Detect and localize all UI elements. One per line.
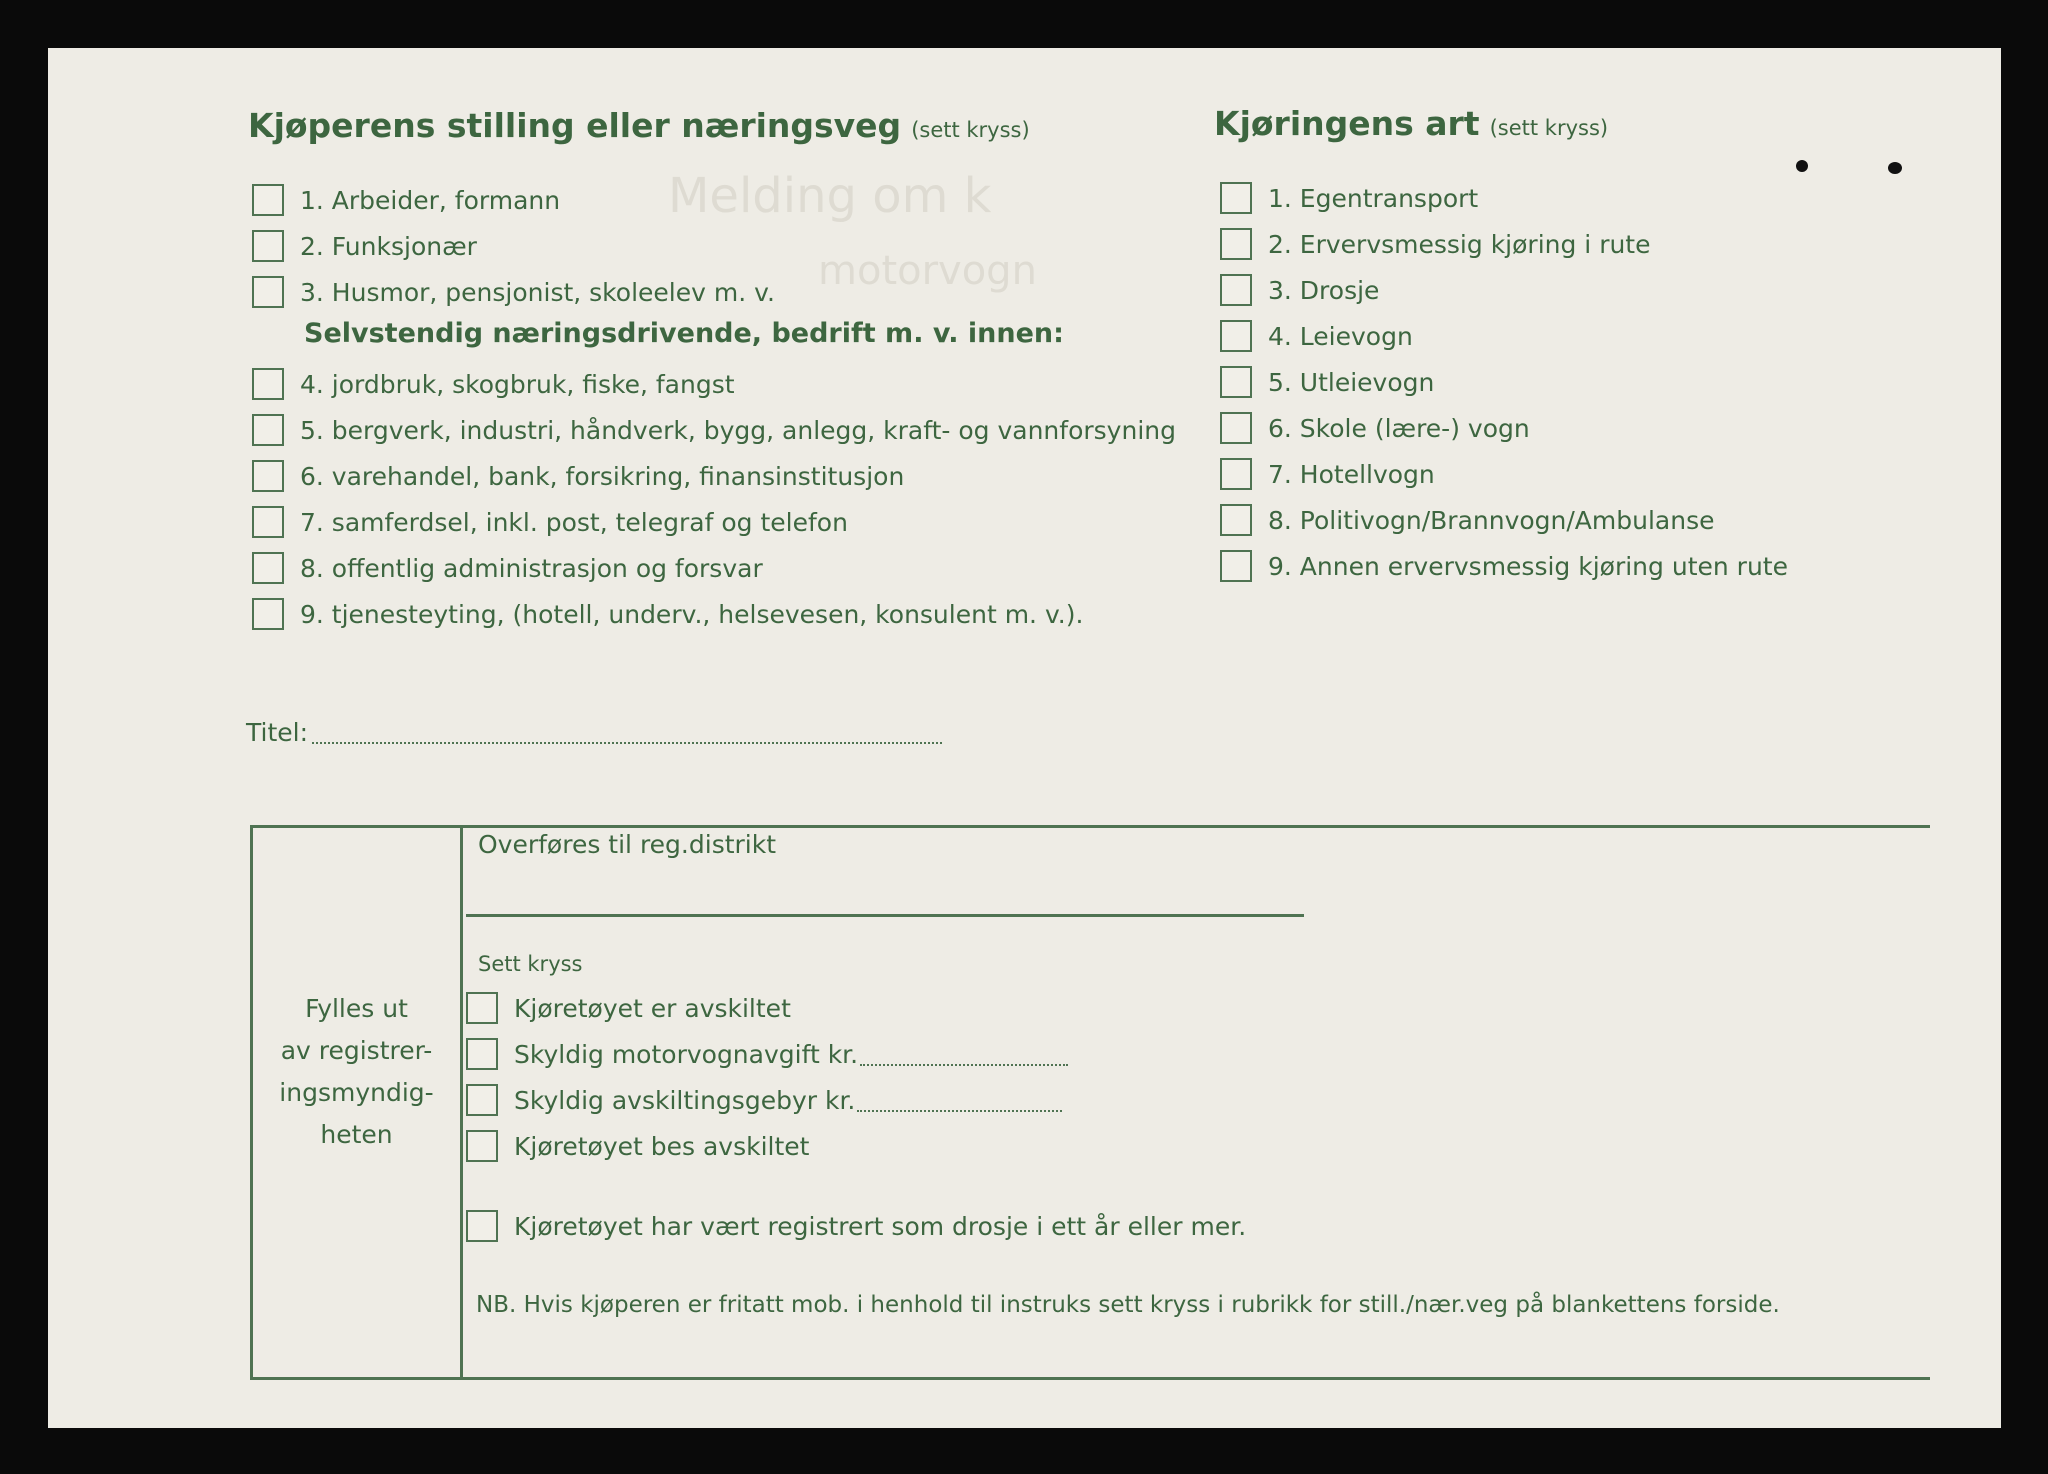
nb-note: NB. Hvis kjøperen er fritatt mob. i henhold til instruks sett kryss i rubrikk for still./nær.veg på blankettens forside. [476, 1292, 1780, 1318]
amount-dotted-line[interactable] [860, 1042, 1068, 1066]
amount-dotted-line[interactable] [857, 1088, 1062, 1112]
checkbox[interactable] [466, 1084, 498, 1116]
occupation-option-3[interactable] [252, 272, 775, 312]
checkbox[interactable] [1220, 550, 1252, 582]
driving-type-option-2[interactable] [1220, 224, 1651, 264]
checkbox[interactable] [466, 992, 498, 1024]
checkbox[interactable] [1220, 412, 1252, 444]
transfer-district-label: Overføres til reg.distrikt [478, 830, 777, 859]
title-field[interactable] [246, 712, 942, 752]
driving-type-heading: Kjøringens art (sett kryss) [1214, 104, 1609, 143]
title-label: Titel: [246, 717, 308, 747]
occupation-option-8[interactable] [252, 548, 763, 588]
driving-type-option-7[interactable] [1220, 454, 1435, 494]
driving-type-option-5[interactable] [1220, 362, 1434, 402]
occupation-option-1[interactable] [252, 180, 560, 220]
check-label: Kjøretøyet er avskiltet [514, 993, 791, 1023]
bleed-through-text: motorvogn [818, 248, 1037, 294]
driving-type-option-4[interactable] [1220, 316, 1413, 356]
occupation-option-6[interactable] [252, 456, 904, 496]
sett-kryss-label: Sett kryss [478, 952, 583, 976]
transfer-district-line[interactable] [466, 914, 1304, 917]
self-employed-subheading: Selvstendig næringsdrivende, bedrift m. v. innen: [304, 318, 1064, 349]
title-dotted-line[interactable] [312, 720, 942, 744]
side-label-line: heten [320, 1120, 393, 1149]
checkbox[interactable] [252, 552, 284, 584]
checkbox[interactable] [1220, 366, 1252, 398]
option-label: 6. Skole (lære-) vogn [1268, 413, 1530, 443]
checkbox[interactable] [1220, 458, 1252, 490]
option-label: 7. samferdsel, inkl. post, telegraf og telefon [300, 507, 848, 537]
checkbox[interactable] [1220, 504, 1252, 536]
side-label-line: ingsmyndig- [279, 1078, 434, 1107]
checkbox[interactable] [252, 460, 284, 492]
option-label: 5. bergverk, industri, håndverk, bygg, anlegg, kraft- og vannforsyning [300, 415, 1176, 445]
option-label: 9. tjenesteyting, (hotell, underv., helsevesen, konsulent m. v.). [300, 599, 1084, 629]
check-bes-avskiltet[interactable] [466, 1126, 809, 1166]
check-label: Skyldig motorvognavgift kr. [514, 1039, 859, 1069]
occupation-option-4[interactable] [252, 364, 735, 404]
occupation-option-5[interactable] [252, 410, 1176, 450]
option-label: 8. Politivogn/Brannvogn/Ambulanse [1268, 505, 1715, 535]
check-avskiltingsgebyr[interactable] [466, 1080, 1062, 1120]
driving-type-option-1[interactable] [1220, 178, 1478, 218]
check-avskiltet[interactable] [466, 988, 791, 1028]
authority-side-label [253, 988, 460, 1156]
checkbox[interactable] [252, 598, 284, 630]
occupation-option-2[interactable] [252, 226, 477, 266]
check-label: Kjøretøyet har vært registrert som drosje i ett år eller mer. [514, 1211, 1247, 1241]
ink-spot [1888, 162, 1902, 174]
check-label: Skyldig avskiltingsgebyr kr. [514, 1085, 856, 1115]
form-sheet [48, 48, 2001, 1428]
driving-type-option-6[interactable] [1220, 408, 1530, 448]
checkbox[interactable] [1220, 228, 1252, 260]
check-motorvognavgift[interactable] [466, 1034, 1068, 1074]
side-label-line: Fylles ut [305, 994, 408, 1023]
checkbox[interactable] [1220, 274, 1252, 306]
option-label: 4. Leievogn [1268, 321, 1413, 351]
option-label: 9. Annen ervervsmessig kjøring uten rute [1268, 551, 1788, 581]
option-label: 2. Ervervsmessig kjøring i rute [1268, 229, 1651, 259]
checkbox[interactable] [466, 1210, 498, 1242]
occupation-option-9[interactable] [252, 594, 1083, 634]
checkbox[interactable] [466, 1130, 498, 1162]
checkbox[interactable] [1220, 320, 1252, 352]
side-label-line: av registrer- [280, 1036, 433, 1065]
checkbox[interactable] [252, 184, 284, 216]
option-label: 7. Hotellvogn [1268, 459, 1435, 489]
option-label: 3. Husmor, pensjonist, skoleelev m. v. [300, 277, 775, 307]
option-label: 5. Utleievogn [1268, 367, 1435, 397]
checkbox[interactable] [252, 276, 284, 308]
driving-type-option-8[interactable] [1220, 500, 1715, 540]
checkbox[interactable] [252, 414, 284, 446]
option-label: 4. jordbruk, skogbruk, fiske, fangst [300, 369, 735, 399]
checkbox[interactable] [252, 230, 284, 262]
check-label: Kjøretøyet bes avskiltet [514, 1131, 810, 1161]
ink-spot [1796, 160, 1808, 172]
option-label: 2. Funksjonær [300, 231, 477, 261]
option-label: 8. offentlig administrasjon og forsvar [300, 553, 763, 583]
box-bottom-rule [250, 1377, 1930, 1380]
bleed-through-text: Melding om k [668, 168, 992, 224]
option-label: 1. Egentransport [1268, 183, 1479, 213]
box-divider-rule [460, 825, 463, 1380]
checkbox[interactable] [252, 506, 284, 538]
check-drosje-year[interactable] [466, 1206, 1246, 1246]
checkbox[interactable] [466, 1038, 498, 1070]
option-label: 3. Drosje [1268, 275, 1380, 305]
occupation-option-7[interactable] [252, 502, 848, 542]
checkbox[interactable] [252, 368, 284, 400]
driving-type-option-9[interactable] [1220, 546, 1788, 586]
option-label: 1. Arbeider, formann [300, 185, 561, 215]
option-label: 6. varehandel, bank, forsikring, finansinstitusjon [300, 461, 905, 491]
checkbox[interactable] [1220, 182, 1252, 214]
buyer-occupation-heading: Kjøperens stilling eller næringsveg (sett kryss) [248, 106, 1030, 145]
box-top-rule [250, 825, 1930, 828]
driving-type-option-3[interactable] [1220, 270, 1379, 310]
